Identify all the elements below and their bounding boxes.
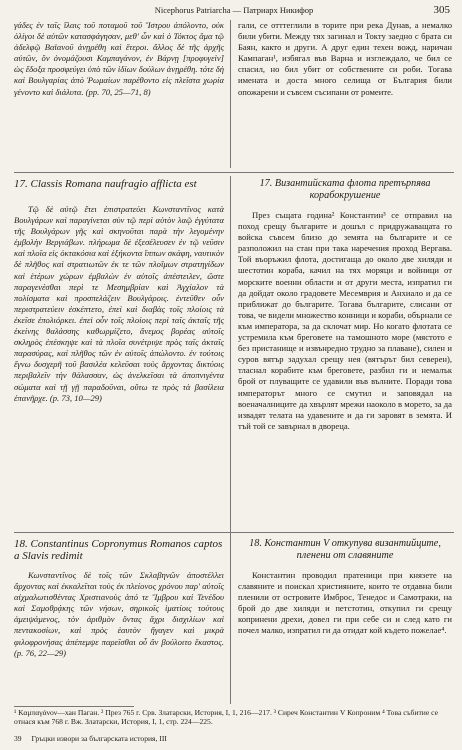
slavonic-column bbox=[238, 536, 452, 637]
block-continuation bbox=[14, 20, 454, 168]
greek-text: Κωνσταντῖνος δὲ τοῖς τῶν Σκλαβηνῶν ἀποστέλλει ἄρχοντας καὶ ἐκκαλεῖται τοὺς ἐκ πλείονος χρόνου παρ' αὐτοῖς αἰχμαλωτισθέντας Χριστιανοὺς ἀπό τε Ἴμβρου καὶ Τενέδου καὶ Σαμοθρᾴκης τῶν νήσων, σηρικοῖς ἱματίοις τούτους ἀμειψάμενος, τὸν ἀριθμὸν ὄντας ἄχρι δισχιλίων καὶ πεντακοσίων, καὶ πρὸς ἑαυτὸν ἤγαγεν καὶ μικρὰ φιλοφρονήσας ἀπέπεμψε παρεῖσθαι οὗ ἂν βούλοιτο ἕκαστος. (p. 76, 22—29) bbox=[14, 570, 224, 658]
column-divider bbox=[230, 176, 231, 578]
bulgarian-text: През същата година² Константин³ се отправил на поход срещу българите и дошъл с придружаващата го войска съвсем близо до земята на българите и се разположил на стан при така наречения проход Вергава. Той въоръжил флота, достигаща до около две хиляди и шестотин кораба, качил на тях моряци и войници от морските военни области и от други места, изпратил ги да дойдат около градовете Месемврия и Анхиало и да се приближат до българите. Тогава българите, слисани от това, че видели множество конници и кораби, обърнали се към императора, за да склочат мир. Но когато флотата се устремила към бреговете на тамошното море (мястото е без пристанище и извънредно трудно за плаване), силен и суров вятър задухал срещу нея (вятърът бил северен), тласнал корабите към бреговете, разбил ги и немалък брой от плуващите се удавили във вълните. Поради това императорът много се смутил и заповядал на военачалниците да хвърлят мрежи наоколо в морето, за да извадят телата на удавените и да ги заровят в земята. И тъй той се завърнал в двореца. bbox=[238, 210, 452, 431]
bulgarian-text: гали, се отттеглили в торите при река Дунав, а немалко били убити. Между тях загинал и Токту заедно с брата си Баян, както и други. А друг един техен вожд, наричан Кампаган¹, избягал във Варна и изглеждало, че бил се спасил, но бил убит от собствените си роби. Тогава имената и доста много селища от България били опожарени и съвсем съсипани от ромеите. bbox=[238, 20, 452, 97]
section-title-greek: 17. Classis Romana naufragio afflicta est bbox=[14, 178, 197, 190]
signature-number: 39 bbox=[14, 734, 22, 743]
bulgarian-text: Константин проводил пратеници при князете на славяните и поискал християните, които те отдавна били пленили от островите Имброс, Тенедос и Самотраки, на брой до две хиляди и петстотин, откупил ги срещу копринени дрехи, довел ги при себе си и след като ги почел малко, изпратил ги да отидат кой където пожелае⁴. bbox=[238, 570, 452, 636]
footnote-text: ¹ Καμπαγάνον—хан Паган. ² През 765 г. Срв. Златарски, История, I, 1, 216—217. ³ Сиреч Константин V Копроним ⁴ Това събитие се отнася към 768 г. Вж. Златарски, История, I, 1, стр. 224—225. bbox=[14, 708, 438, 727]
section-title-bulgarian: 17. Византийската флота претърпява корабокрушение bbox=[259, 178, 431, 201]
printer-signature bbox=[14, 734, 454, 743]
column-divider bbox=[230, 20, 231, 168]
greek-column bbox=[14, 20, 224, 98]
section-title-bulgarian: 18. Константин V откупува византийците, пленени от славяните bbox=[249, 538, 441, 561]
greek-column bbox=[14, 536, 224, 659]
slavonic-column bbox=[238, 20, 452, 98]
section-divider bbox=[14, 172, 454, 173]
page-number: 305 bbox=[433, 4, 450, 16]
greek-column bbox=[14, 176, 224, 404]
section-18 bbox=[14, 536, 454, 704]
footnotes bbox=[14, 708, 454, 726]
greek-text: γάδες ἐν ταῖς ἴλαις τοῦ ποταμοῦ τοῦ Ἴστρου ἀπόλοντο, οὐκ ὀλίγοι δὲ αὐτῶν κατασφάγησαν, μεθ' ὧν καὶ ὁ Τόκτος ἅμα τῷ ἀδελφῷ Βαϊανοῦ ἀνῃρέθη καὶ ἕτεροι. ἄλλος δὲ τῆς ἀρχῆς αὐτῶν, ὃν ὀνομάζουσι Καμπαγάνον, ἐν Βάρνῃ [προφυγεὶν] ὡς ἔδοξα προσφεύγει ὑπὸ τῶν ἰδίων δούλων ἀνῃρέθη. τότε δὴ καὶ Βουλγαρίας ἀπὸ Ῥωμαίων παρέθοντο εἰς πλεῖστα χωρία γένοντο καὶ διάλυτα. (pp. 70, 25—71, 8) bbox=[14, 20, 224, 97]
section-17 bbox=[14, 176, 454, 578]
signature-text: Гръцки извори за българската история, III bbox=[31, 734, 167, 743]
running-title: Nicephorus Patriarcha — Патриарх Никифор bbox=[154, 5, 314, 15]
slavonic-column bbox=[238, 176, 452, 432]
column-divider bbox=[230, 536, 231, 704]
footnote-rule bbox=[14, 706, 134, 707]
section-title-greek: 18. Constantinus Copronymus Romanos captos a Slavis redimit bbox=[14, 538, 223, 562]
page-header bbox=[14, 4, 454, 18]
section-divider bbox=[14, 532, 454, 533]
document-page bbox=[14, 4, 454, 746]
greek-text: Τῷ δὲ αὐτῷ ἔτει ἐπιστρατεύει Κωνσταντῖνος κατὰ Βουλγάρων καὶ παραγίνεται σὺν τῷ περὶ αὐτὸν λαῷ ἐγγύτατα τῆς Βουλγάρων γῆς καὶ σκηνοῦται παρὰ τὴν λεγομένην ἐμβολὴν Βεργιάβων. πλήρωμα δὲ ἐξεσέλευσεν ἐν τῷ νεῦσιν καὶ πλοῖα εἰς ὀκτακόσια καὶ ἑξήκοντα ἵππων σκάφη, ναυτικὸν δὲ πλῆθος καὶ στρατιωτῶν ἐκ τε τῶν πλοΐμων στρατηγίδων καὶ ἑτέρων χώρων ἐμβαλὼν ἐν αὐτοῖς ἀπέστειλεν, ὥστε παραγενέσθαι περὶ τε Μεσημβρίαν καὶ Ἀγχίαλον τὰ πολίσματα καὶ προσπελάζειν Βουλγάροις. ἐντεῦθεν οὖν περιστρατεύειν ἐσκέπτετο, ἐπεὶ καὶ διαβὰς τοῖς πλοίοις τὰ ἐκεῖσε ἐπολιόρκει. ἐπεὶ οὖν τοῖς πλοίοις περὶ ταῖς ἀκταῖς τῆς ἐκείνης θαλάσσης καθωρμίζετο, ἄνεμος βορέας αὐτοῖς σκληρὸς ἐπέσκηψε καὶ τὰ πλοῖα συνέτριψε πρὸς ταῖς ἀκταῖς παρασύρας, καὶ πλῆθος τῶν ἐν αὐτοῖς ἀπώλοντο. ἐν τούτοις ἔγνω δυσχερῆ τοῦ βασιλέα κελεῦσαι τοὺς ἄρχοντας δικτύοις περιβαλεῖν τὴν θάλασσαν, ὡς ἀνελκεῖσαι τὰ ἀποπνιγέντα σώματα καὶ τῇ γῇ παραδοῦναι, οὕτω τε πρὸς τὰ βασίλεια ἐπανῆρχε. (p. 73, 10—29) bbox=[14, 204, 224, 403]
